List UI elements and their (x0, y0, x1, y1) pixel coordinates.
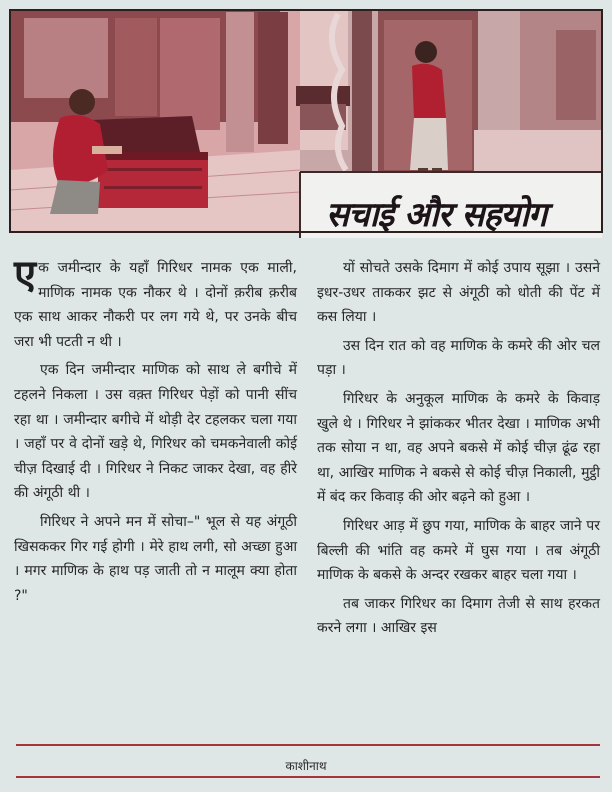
paragraph: एक दिन जमीन्दार माणिक को साथ ले बगीचे में टहलने निकला । उस वक़्त गिरिधर पेड़ों को पानी सींच रहा था । जमीन्दार बगीचे में थोड़ी देर टहलकर चला गया । जहाँ पर वे दोनों खड़े थे, गिरिधर को चमकनेवाली कोई चीज़ दिखाई दी । गिरिधर ने निकट जाकर देखा, वह हीरे की अंगूठी थी । (14, 362, 297, 502)
drop-cap: ए (14, 252, 37, 298)
paragraph (14, 252, 297, 354)
right-text-column (317, 256, 600, 641)
left-text-column (14, 252, 297, 608)
paragraph: गिरिधर आड़ में छुप गया, माणिक के बाहर जाने पर बिल्ली की भांति वह कमरे में घुस गया । तब अंगूठी माणिक के बकसे के अन्दर रखकर बाहर चला गया । (317, 517, 600, 584)
paragraph-text: क जमीन्दार के यहाँ गिरिधर नामक एक माली, माणिक नामक एक नौकर थे । दोनों क़रीब क़रीब एक साथ आकर नौकरी पर लग गये थे, पर उनके बीच जरा भी पटती न थी । (14, 260, 297, 350)
paragraph: तब जाकर गिरिधर का दिमाग तेजी से साथ हरकत करने लगा । आखिर इस (317, 595, 600, 637)
divider-top (16, 744, 600, 746)
paragraph: गिरिधर ने अपने मन में सोचा–" भूल से यह अंगूठी खिसककर गिर गई होगी । मेरे हाथ लगी, सो अच्छा हुआ । मगर माणिक के हाथ पड़ जाती तो न मालूम क्या होता ?" (14, 513, 297, 604)
chest (92, 116, 208, 208)
divider-bottom (16, 776, 600, 778)
paragraph: यों सोचते उसके दिमाग में कोई उपाय सूझा । उसने इधर-उधर ताककर झट से अंगूठी को धोती की पेंट में कस लिया । (317, 260, 600, 326)
paragraph: गिरिधर के अनुकूल माणिक के कमरे के किवाड़ खुले थे । गिरिधर ने झांककर भीतर देखा । माणिक अभी तक सोया न था, वह अपने बकसे में कोई चीज़ ढूंढ रहा था, आखिर माणिक ने बकसे से कोई चीज़ निकाली, मुट्ठी में बंद कर किवाड़ की ओर बढ़ने को हुआ । (317, 390, 600, 506)
author-name: काशीनाथ (285, 759, 327, 773)
paragraph: उस दिन रात को वह माणिक के कमरे की ओर चल पड़ा । (317, 337, 600, 379)
story-title: सचाई और सहयोग (326, 195, 547, 235)
